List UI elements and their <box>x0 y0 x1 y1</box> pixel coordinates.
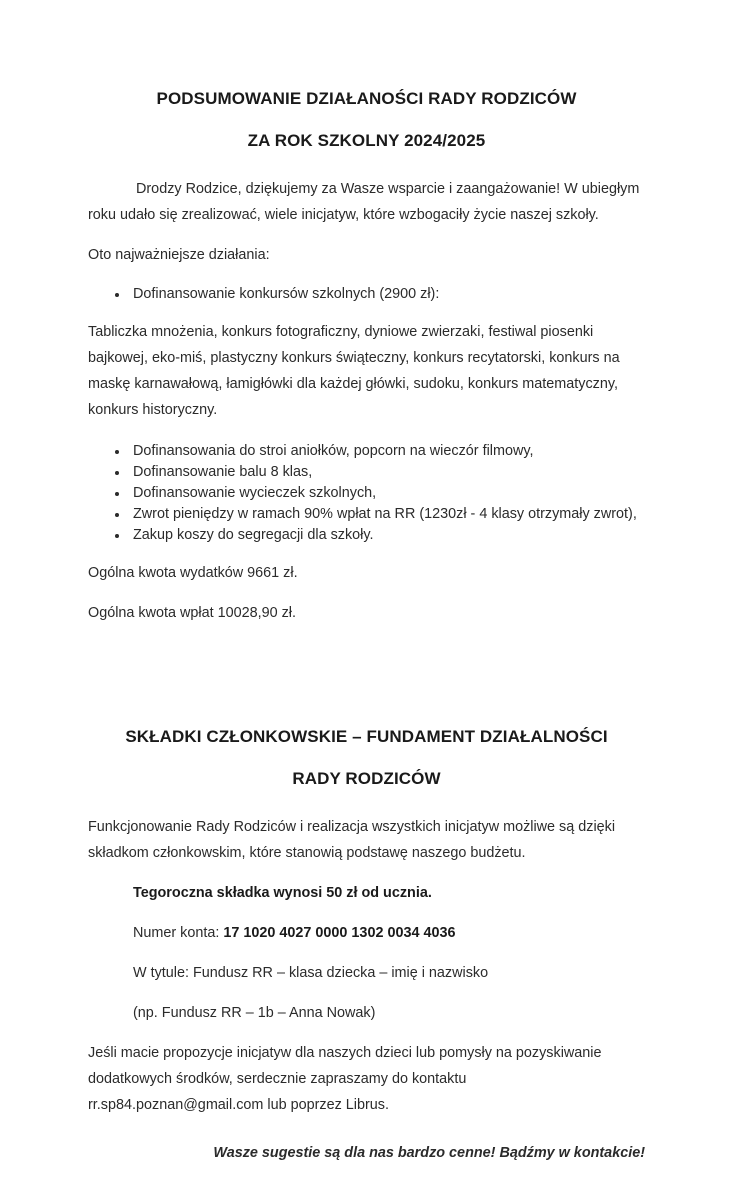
main-title-line-2: ZA ROK SZKOLNY 2024/2025 <box>247 131 486 150</box>
bank-account-label: Numer konta: <box>133 925 224 941</box>
list-item-label: Dofinansowanie balu 8 klas, <box>133 464 313 480</box>
contests-bullet-label: Dofinansowanie konkursów szkolnych (2900 zł): <box>133 286 440 302</box>
contact-paragraph: Jeśli macie propozycje inicjatyw dla naszych dzieci lub pomysły na pozyskiwanie dodatkowych środków, serdecznie zapraszamy do kontaktu rr.sp84.poznan@gmail.com lub poprzez Librus. <box>88 1045 602 1113</box>
list-item <box>88 462 645 483</box>
contests-bullet-list <box>88 284 645 305</box>
bullet-dot-icon <box>115 534 119 538</box>
bullet-dot-icon <box>115 450 119 454</box>
transfer-title-line: W tytule: Fundusz RR – klasa dziecka – imię i nazwisko <box>133 965 489 981</box>
fees-title-line-1: SKŁADKI CZŁONKOWSKIE – FUNDAMENT DZIAŁALNOŚCI <box>125 727 608 746</box>
list-item <box>88 441 645 462</box>
main-title-line-1: PODSUMOWANIE DZIAŁANOŚCI RADY RODZICÓW <box>156 89 577 108</box>
fees-title-line-2: RADY RODZICÓW <box>292 769 441 788</box>
list-item <box>88 525 645 546</box>
list-item <box>88 284 645 305</box>
transfer-example-line: (np. Fundusz RR – 1b – Anna Nowak) <box>133 1005 376 1021</box>
list-item-label: Zwrot pieniędzy w ramach 90% wpłat na RR (1230zł - 4 klasy otrzymały zwrot), <box>133 506 637 522</box>
list-item-label: Zakup koszy do segregacji dla szkoły. <box>133 527 374 543</box>
bullet-dot-icon <box>115 471 119 475</box>
total-income: Ogólna kwota wpłat 10028,90 zł. <box>88 605 296 621</box>
bank-account-line <box>88 920 645 946</box>
list-item-label: Dofinansowania do stroi aniołków, popcorn na wieczór filmowy, <box>133 443 534 459</box>
intro-paragraph: Drodzy Rodzice, dziękujemy za Wasze wsparcie i zaangażowanie! W ubiegłym roku udało się zrealizować, wiele inicjatyw, które wzbogaciły życie naszej szkoły. <box>88 181 640 223</box>
contests-detail-paragraph: Tabliczka mnożenia, konkurs fotograficzny, dyniowe zwierzaki, festiwal piosenki bajkowej, eko-miś, plastyczny konkurs świąteczny, konkurs recytatorski, konkurs na maskę karnawałową, łamigłówki dla każdej główki, sudoku, konkurs matematyczny, konkurs historyczny. <box>88 324 620 418</box>
bullet-dot-icon <box>115 492 119 496</box>
fee-amount-line: Tegoroczna składka wynosi 50 zł od ucznia. <box>133 885 432 901</box>
activities-list <box>88 441 645 546</box>
list-item-label: Dofinansowanie wycieczek szkolnych, <box>133 485 377 501</box>
total-expenses: Ogólna kwota wydatków 9661 zł. <box>88 565 298 581</box>
section-spacer <box>88 626 645 672</box>
list-item <box>88 483 645 504</box>
bullet-dot-icon <box>115 293 119 297</box>
bank-account-number: 17 1020 4027 0000 1302 0034 4036 <box>223 925 456 941</box>
activities-lead-in: Oto najważniejsze działania: <box>88 247 270 263</box>
document-content <box>88 0 645 1180</box>
fees-intro-paragraph: Funkcjonowanie Rady Rodziców i realizacja wszystkich inicjatyw możliwe są dzięki składkom członkowskim, które stanowią podstawę naszego budżetu. <box>88 819 616 861</box>
list-item <box>88 504 645 525</box>
bullet-dot-icon <box>115 513 119 517</box>
closing-line: Wasze sugestie są dla nas bardzo cenne! Bądźmy w kontakcie! <box>213 1145 645 1161</box>
